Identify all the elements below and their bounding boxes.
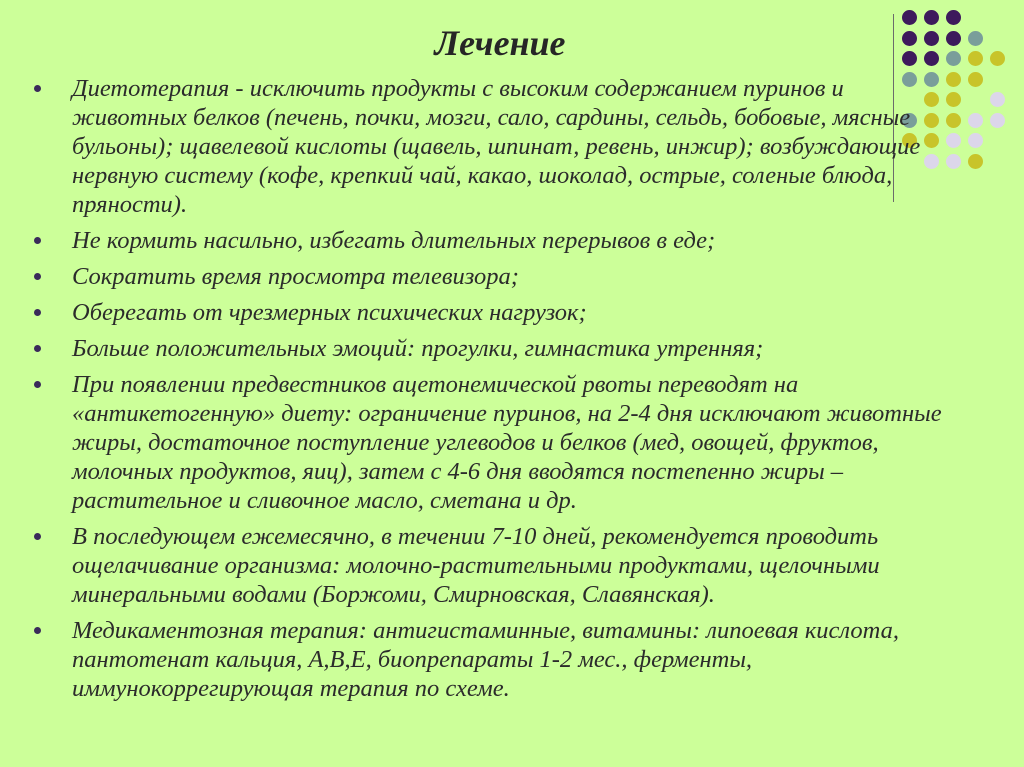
bullet-dot-icon [34,85,41,92]
bullet-text: В последующем ежемесячно, в течении 7-10 дней, рекомендуется проводить ощелачивание организма: молочно-растительными продуктами, щелочными минеральными водами (Боржоми, Смирновская, Славянская). [72,523,880,608]
decor-dot [968,51,983,66]
bullet-text: Диетотерапия - исключить продукты с высоким содержанием пуринов и животных белков (печень, почки, мозги, сало, сардины, сельдь, бобовые, мясные бульоны); щавелевой кислоты (щавель, шпинат, ревень, инжир); возбуждающие нервную систему (кофе, крепкий чай, какао, шоколад, острые, соленые блюда, пряности). [72,75,921,218]
decor-dot [924,51,939,66]
decor-dot [990,113,1005,128]
decor-dot [968,113,983,128]
decor-dot [968,72,983,87]
decor-dot [924,31,939,46]
bullet-text: Сократить время просмотра телевизора; [72,263,519,290]
bullet-dot-icon [34,627,41,634]
bullet-dot-icon [34,345,41,352]
decor-dot [902,51,917,66]
bullet-dot-icon [34,381,41,388]
bullet-item-medication [30,616,960,703]
bullet-item-stress [30,298,960,327]
decor-dot [990,92,1005,107]
bullet-dot-icon [34,273,41,280]
bullet-text: Медикаментозная терапия: антигистаминные, витамины: липоевая кислота, пантотенат кальция, А,В,Е, биопрепараты 1-2 мес., ферменты, иммунокоррегирующая терапия по схеме. [72,617,900,702]
decor-dot [946,31,961,46]
decor-dot [902,10,917,25]
bullet-item-tv [30,262,960,291]
decor-dot [946,10,961,25]
bullet-dot-icon [34,533,41,540]
bullet-item-antiketogenic [30,370,960,515]
bullet-dot-icon [34,309,41,316]
bullet-text: При появлении предвестников ацетонемической рвоты переводят на «антикетогенную» диету: ограничение пуринов, на 2-4 дня исключают животные жиры, достаточное поступление углеводов и белков (мед, овощей, фруктов, молочных продуктов, яиц), затем с 4-6 дня вводятся постепенно жиры – растительное и сливочное масло, сметана и др. [72,371,942,514]
bullet-item-alkalization [30,522,960,609]
bullet-text: Больше положительных эмоций: прогулки, гимнастика утренняя; [72,335,764,362]
slide-title: Лечение [434,23,566,63]
decor-dot [946,51,961,66]
bullet-text: Не кормить насильно, избегать длительных перерывов в еде; [72,227,716,254]
bullet-dot-icon [34,237,41,244]
bullet-text: Оберегать от чрезмерных психических нагрузок; [72,299,587,326]
bullet-list [30,74,960,710]
bullet-item-diet [30,74,960,219]
decor-dot [990,51,1005,66]
bullet-item-emotions [30,334,960,363]
decor-dot [968,154,983,169]
decor-dot [924,10,939,25]
decor-dot [968,31,983,46]
decor-dot [902,31,917,46]
bullet-item-feeding [30,226,960,255]
decor-dot [968,133,983,148]
